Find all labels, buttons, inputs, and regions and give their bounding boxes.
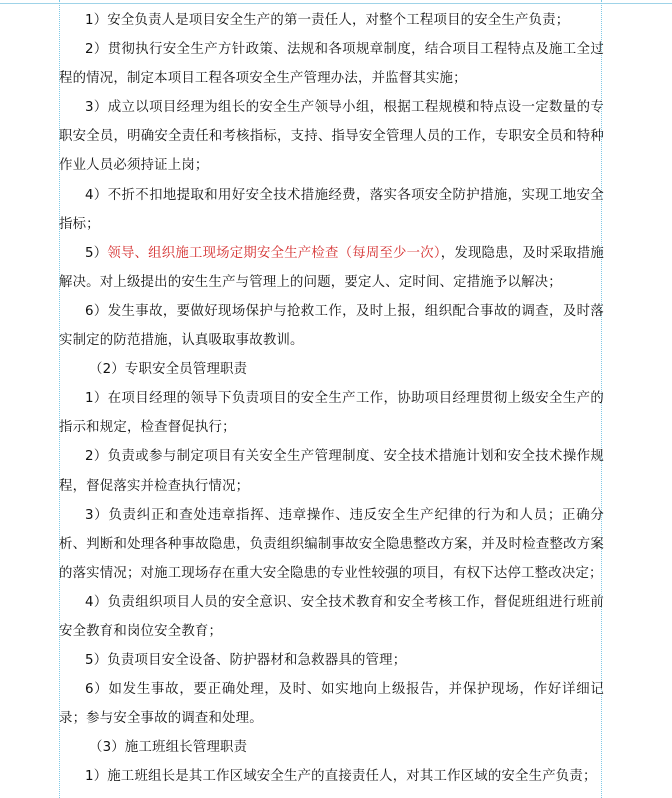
paragraph-6: 6）发生事故，要做好现场保护与抢救工作，及时上报，组织配合事故的调查，及时落实制定的防范措施，认真吸取事故教训。 bbox=[59, 303, 604, 349]
paragraph-11: 4）负责组织项目人员的安全意识、安全技术教育和安全考核工作，督促班组进行班前安全教育和岗位安全教育； bbox=[59, 594, 604, 639]
paragraph-3: 3）成立以项目经理为组长的安全生产领导小组，根据工程规模和特点设一定数量的专职安全员，明确安全责任和考核指标，支持、指导安全管理人员的工作，专职安全员和特种作业人员必须持证上岗； bbox=[59, 100, 604, 174]
paragraph-9: 2）负责或参与制定项目有关安全生产管理制度、安全技术措施计划和安全技术操作规程，督促落实并检查执行情况； bbox=[59, 449, 604, 494]
paragraph-15: 1）施工班组长是其工作区域安全生产的直接责任人，对其工作区域的安全生产负责； bbox=[85, 769, 597, 785]
paragraph-4: 4）不折不扣地提取和用好安全技术措施经费，落实各项安全防护措施，实现工地安全指标； bbox=[59, 187, 604, 232]
page-top-guide bbox=[0, 3, 672, 4]
paragraph-8: 1）在项目经理的领导下负责项目的安全生产工作，协助项目经理贯彻上级安全生产的指示和规定，检查督促执行； bbox=[59, 391, 604, 436]
paragraph-10: 3）负责纠正和查处违章指挥、违章操作、违反安全生产纪律的行为和人员；正确分析、判断和处理各种事故隐患，负责组织编制事故安全隐患整改方案，并及时检查整改方案的落实情况；对施工现场存在重大安全隐患的专业性较强的项目，有权下达停工整改决定； bbox=[59, 507, 604, 581]
section-heading-3: （3）施工班组长管理职责 bbox=[89, 740, 248, 756]
paragraph-13: 6）如发生事故，要正确处理，及时、如实地向上级报告，并保护现场，作好详细记录；参与安全事故的调查和处理。 bbox=[59, 682, 604, 727]
paragraph-2: 2）贯彻执行安全生产方针政策、法规和各项规章制度，结合项目工程特点及施工全过程的情况，制定本项目工程各项安全生产管理办法，并监督其实施； bbox=[59, 42, 604, 87]
document-page bbox=[59, 6, 604, 792]
paragraph-12: 5）负责项目安全设备、防护器材和急救器具的管理； bbox=[85, 653, 407, 669]
paragraph-5-prefix: 5） bbox=[85, 245, 108, 261]
paragraph-5 bbox=[59, 239, 604, 297]
section-heading-2: （2）专职安全员管理职责 bbox=[89, 362, 248, 378]
paragraph-5-rest: ，发现隐患，及时采取措施解决。对上级提出的安生生产与管理上的问题，要定人、定时间、定措施予以解决； bbox=[59, 245, 604, 290]
highlighted-text: 领导、组织施工现场定期安全生产检查（每周至少一次） bbox=[107, 245, 441, 261]
paragraph-1: 1）安全负责人是项目安全生产的第一责任人，对整个工程项目的安全生产负责； bbox=[85, 13, 570, 28]
